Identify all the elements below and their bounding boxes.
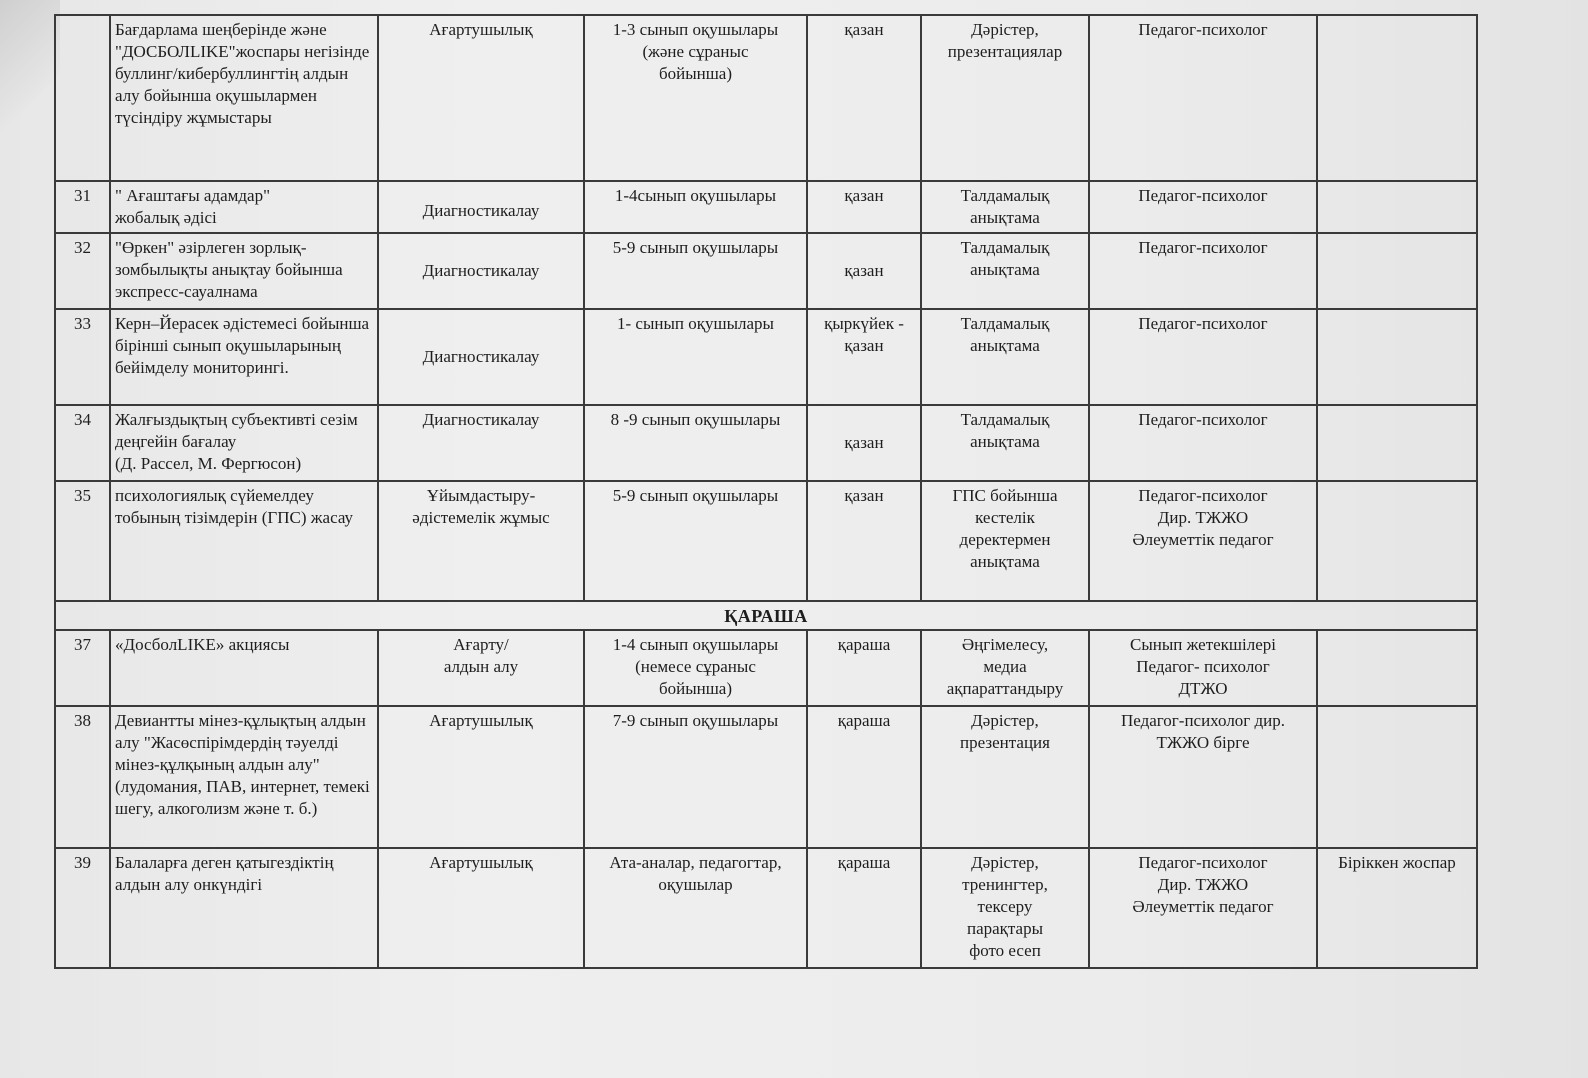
row-number: 39 bbox=[55, 848, 110, 968]
result-cell: Дәрістер, тренингтер, тексеру парақтары фото есеп bbox=[921, 848, 1089, 968]
row-number: 34 bbox=[55, 405, 110, 481]
form-cell: Ағарту/ алдын алу bbox=[378, 630, 584, 706]
participants-cell: 5-9 сынып оқушылары bbox=[584, 481, 807, 601]
responsible-cell: Педагог-психолог Дир. ТЖЖО Әлеуметтік педагог bbox=[1089, 848, 1317, 968]
term-cell: қазан bbox=[807, 405, 921, 481]
participants-cell: Ата-аналар, педагогтар, оқушылар bbox=[584, 848, 807, 968]
event-cell: Балаларға деген қатыгездіктің алдын алу онкүндігі bbox=[110, 848, 378, 968]
event-cell: Бағдарлама шеңберінде және "ДОСБОЛLIKE"жоспары негізінде буллинг/кибербуллингтің алдын алу бойынша оқушылармен түсіндіру жұмыстары bbox=[110, 15, 378, 181]
event-cell: Жалғыздықтың субъективті сезім деңгейін бағалау (Д. Рассел, М. Фергюсон) bbox=[110, 405, 378, 481]
term-cell: қараша bbox=[807, 706, 921, 848]
note-cell bbox=[1317, 233, 1477, 309]
form-cell: Ағартушылық bbox=[378, 848, 584, 968]
table-row bbox=[55, 309, 1477, 405]
note-cell bbox=[1317, 15, 1477, 181]
note-cell bbox=[1317, 181, 1477, 233]
responsible-cell: Педагог-психолог bbox=[1089, 181, 1317, 233]
term-cell: қыркүйек - қазан bbox=[807, 309, 921, 405]
note-cell bbox=[1317, 405, 1477, 481]
event-cell: Керн–Йерасек әдістемесі бойынша бірінші сынып оқушыларының бейімделу мониторингі. bbox=[110, 309, 378, 405]
participants-cell: 1-4 сынып оқушылары (немесе сұраныс бойынша) bbox=[584, 630, 807, 706]
result-cell: Талдамалық анықтама bbox=[921, 405, 1089, 481]
event-cell: "Өркен" әзірлеген зорлық-зомбылықты анықтау бойынша экспресс-сауалнама bbox=[110, 233, 378, 309]
month-heading: ҚАРАША bbox=[55, 601, 1477, 630]
responsible-cell: Педагог-психолог bbox=[1089, 309, 1317, 405]
row-number: 38 bbox=[55, 706, 110, 848]
table-row bbox=[55, 848, 1477, 968]
table-row bbox=[55, 630, 1477, 706]
row-number: 35 bbox=[55, 481, 110, 601]
month-heading-row bbox=[55, 601, 1477, 630]
event-cell: психологиялық сүйемелдеу тобының тізімдерін (ГПС) жасау bbox=[110, 481, 378, 601]
responsible-cell: Педагог-психолог bbox=[1089, 405, 1317, 481]
note-cell bbox=[1317, 481, 1477, 601]
row-number: 31 bbox=[55, 181, 110, 233]
row-number: 33 bbox=[55, 309, 110, 405]
form-cell: Ұйымдастыру- әдістемелік жұмыс bbox=[378, 481, 584, 601]
participants-cell: 1-4сынып оқушылары bbox=[584, 181, 807, 233]
responsible-cell: Педагог-психолог bbox=[1089, 233, 1317, 309]
form-cell: Диагностикалау bbox=[378, 233, 584, 309]
result-cell: ГПС бойынша кестелік деректермен анықтама bbox=[921, 481, 1089, 601]
participants-cell: 5-9 сынып оқушылары bbox=[584, 233, 807, 309]
result-cell: Дәрістер, презентация bbox=[921, 706, 1089, 848]
result-cell: Талдамалық анықтама bbox=[921, 181, 1089, 233]
participants-cell: 8 -9 сынып оқушылары bbox=[584, 405, 807, 481]
event-cell: " Ағаштағы адамдар" жобалық әдісі bbox=[110, 181, 378, 233]
participants-cell: 1-3 сынып оқушылары (және сұраныс бойынша) bbox=[584, 15, 807, 181]
work-plan-table bbox=[54, 14, 1478, 969]
term-cell: қазан bbox=[807, 181, 921, 233]
result-cell: Талдамалық анықтама bbox=[921, 233, 1089, 309]
page-fold-shadow bbox=[0, 0, 60, 160]
result-cell: Дәрістер, презентациялар bbox=[921, 15, 1089, 181]
responsible-cell: Сынып жетекшілері Педагог- психолог ДТЖО bbox=[1089, 630, 1317, 706]
form-cell: Диагностикалау bbox=[378, 181, 584, 233]
form-cell: Диагностикалау bbox=[378, 405, 584, 481]
event-cell: «ДосболLIKE» акциясы bbox=[110, 630, 378, 706]
participants-cell: 7-9 сынып оқушылары bbox=[584, 706, 807, 848]
table-row bbox=[55, 15, 1477, 181]
row-number: 37 bbox=[55, 630, 110, 706]
term-cell: қазан bbox=[807, 15, 921, 181]
table-row bbox=[55, 405, 1477, 481]
table-row bbox=[55, 233, 1477, 309]
responsible-cell: Педагог-психолог bbox=[1089, 15, 1317, 181]
result-cell: Әңгімелесу, медиа ақпараттандыру bbox=[921, 630, 1089, 706]
result-cell: Талдамалық анықтама bbox=[921, 309, 1089, 405]
table-row bbox=[55, 181, 1477, 233]
table-row bbox=[55, 706, 1477, 848]
row-number bbox=[55, 15, 110, 181]
term-cell: қараша bbox=[807, 630, 921, 706]
row-number: 32 bbox=[55, 233, 110, 309]
term-cell: қазан bbox=[807, 481, 921, 601]
responsible-cell: Педагог-психолог Дир. ТЖЖО Әлеуметтік педагог bbox=[1089, 481, 1317, 601]
term-cell: қараша bbox=[807, 848, 921, 968]
note-cell bbox=[1317, 630, 1477, 706]
table-row bbox=[55, 481, 1477, 601]
form-cell: Диагностикалау bbox=[378, 309, 584, 405]
event-cell: Девиантты мінез-құлықтың алдын алу "Жасөспірімдердің тәуелді мінез-құлқының алдын алу" (лудомания, ПАВ, интернет, темекі шегу, алкоголизм және т. б.) bbox=[110, 706, 378, 848]
participants-cell: 1- сынып оқушылары bbox=[584, 309, 807, 405]
note-cell: Біріккен жоспар bbox=[1317, 848, 1477, 968]
term-cell: қазан bbox=[807, 233, 921, 309]
note-cell bbox=[1317, 706, 1477, 848]
form-cell: Ағартушылық bbox=[378, 706, 584, 848]
form-cell: Ағартушылық bbox=[378, 15, 584, 181]
note-cell bbox=[1317, 309, 1477, 405]
responsible-cell: Педагог-психолог дир. ТЖЖО бірге bbox=[1089, 706, 1317, 848]
